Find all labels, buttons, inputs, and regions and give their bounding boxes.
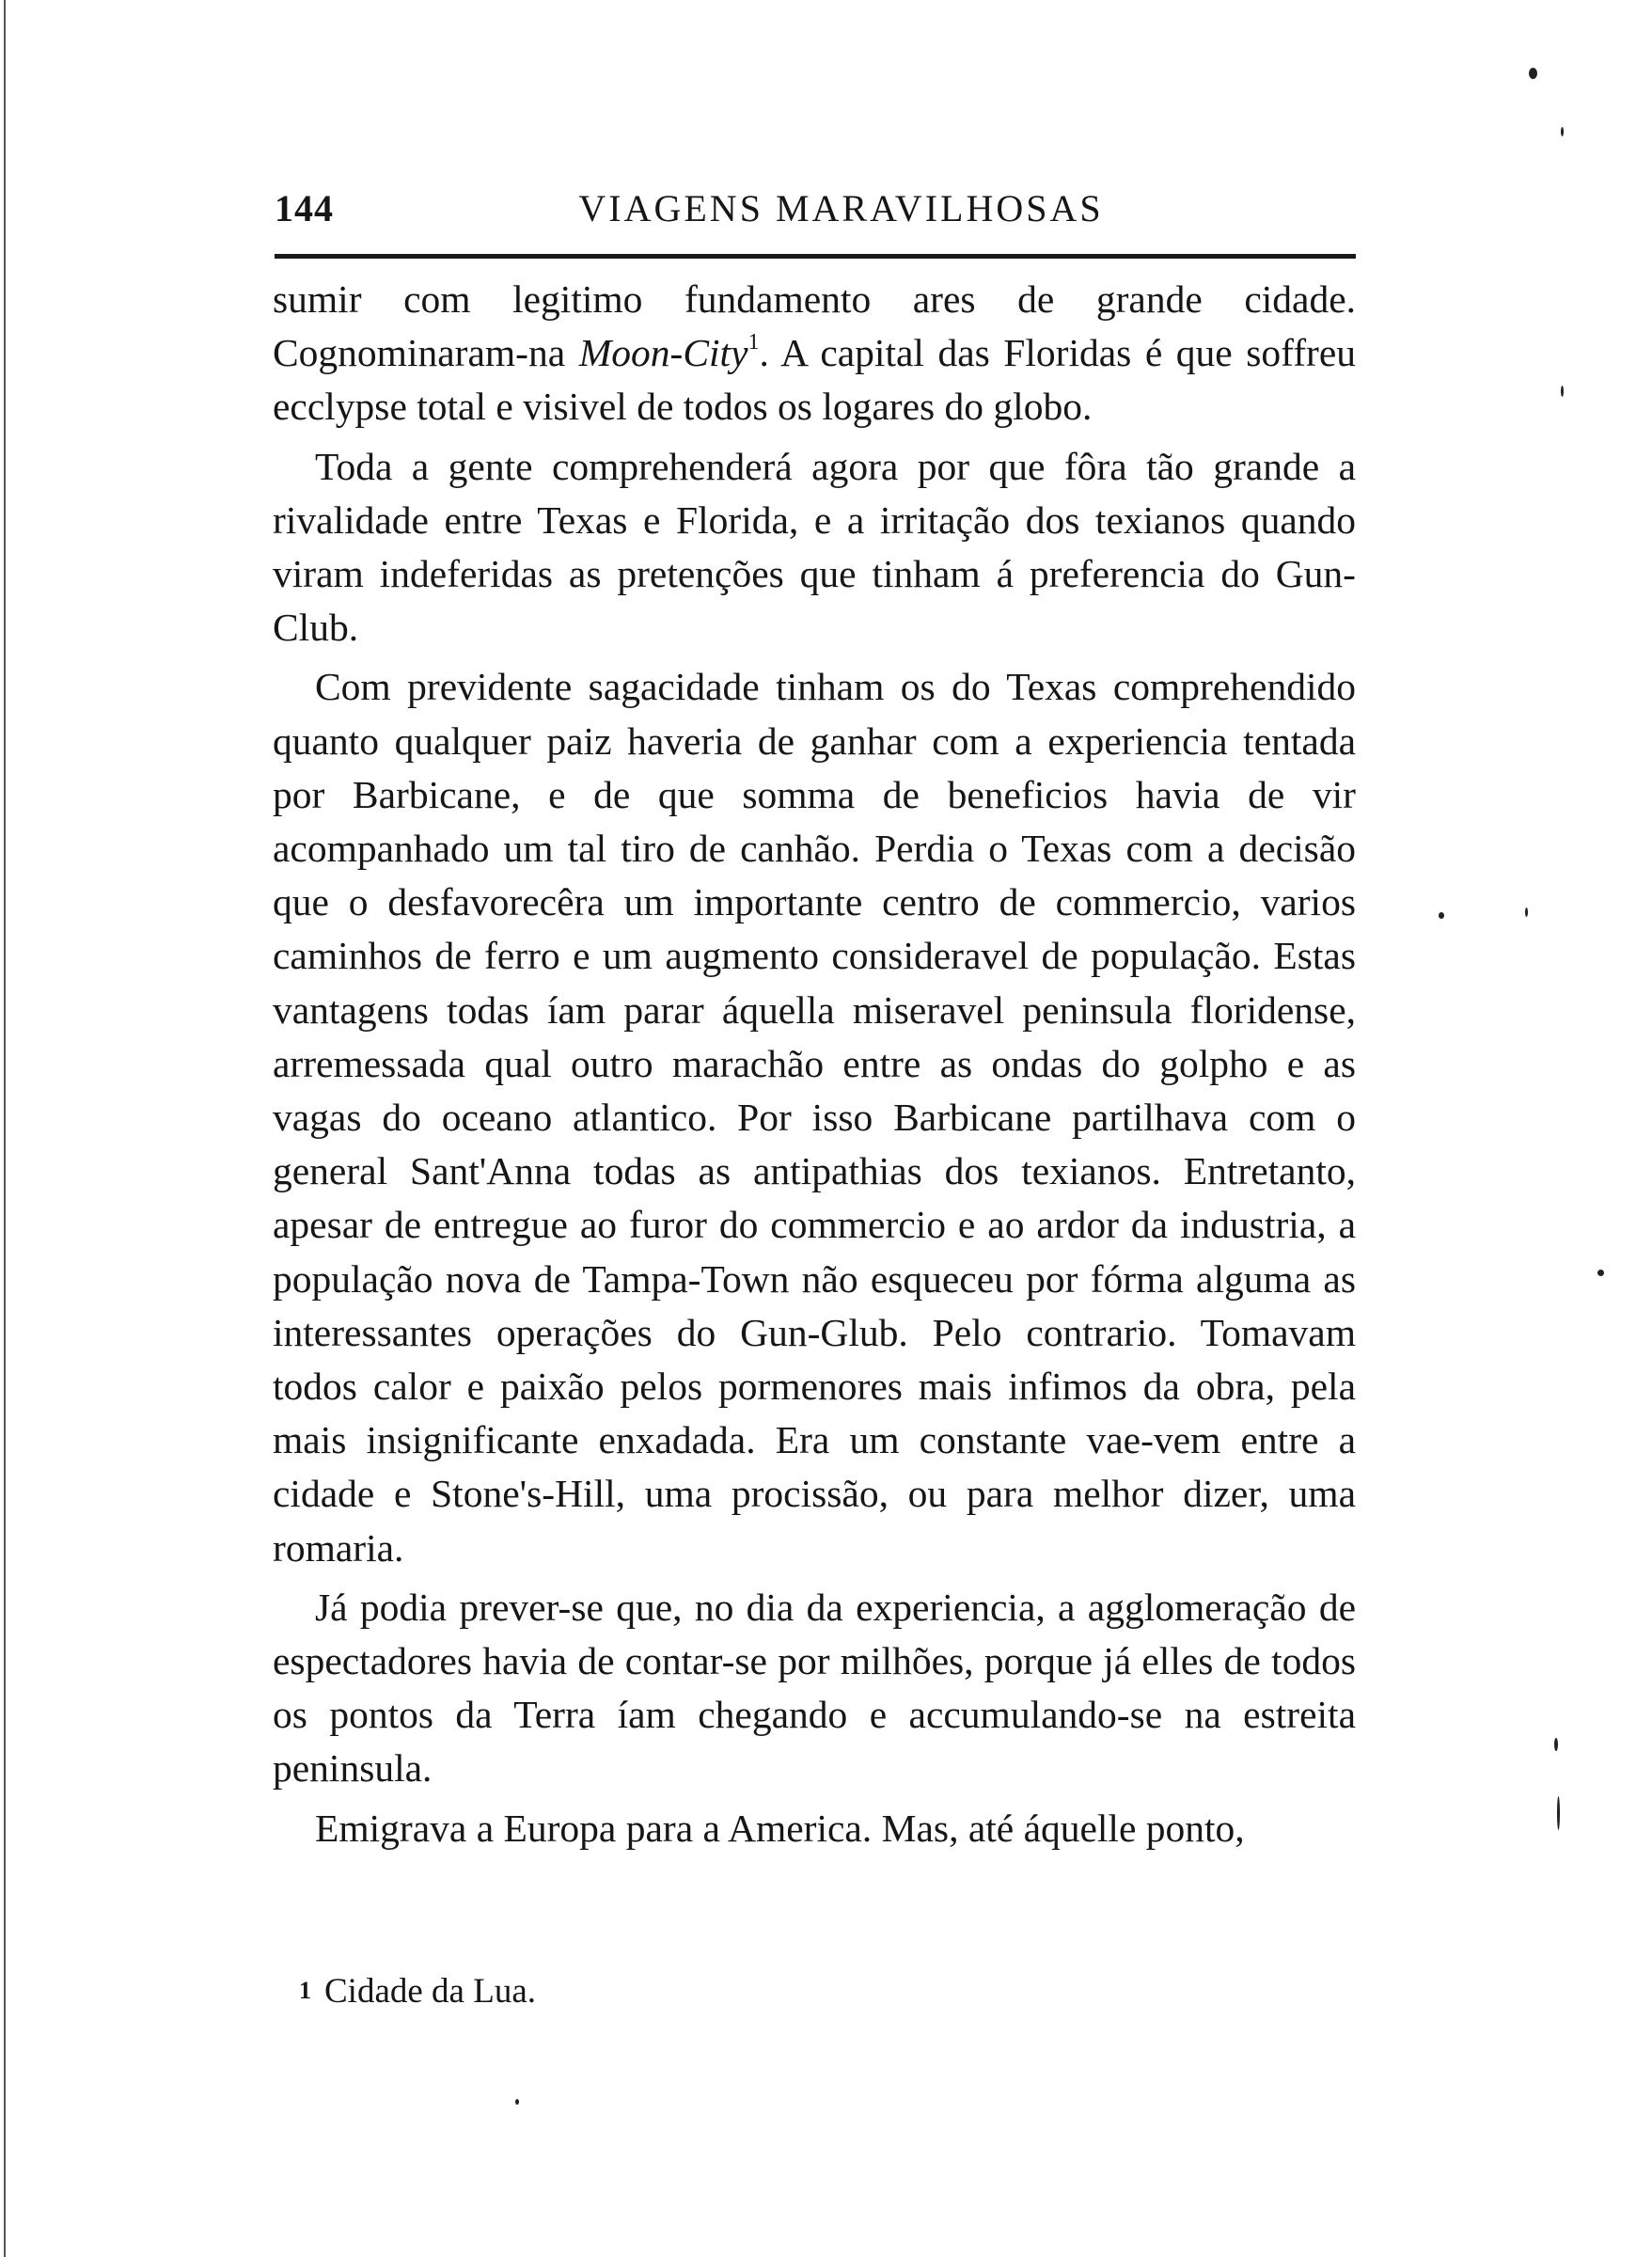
paragraph-1-end: . A capital das Floridas é que soffreu ecclypse total e visivel de todos os logares do globo. <box>273 331 1356 429</box>
scan-speck <box>1561 127 1564 136</box>
scan-speck <box>515 2099 519 2105</box>
paragraph-1-start: sumir com legitimo fundamento ares de grande cidade. Cognominaram-na <box>273 277 1356 375</box>
footnote-text: Cidade da Lua. <box>324 1972 536 2011</box>
paragraph-1 <box>273 273 1356 434</box>
scan-speck <box>1554 1738 1558 1751</box>
running-title: VIAGENS MARAVILHOSAS <box>578 187 1104 229</box>
scan-speck <box>1557 1796 1560 1830</box>
left-binding-edge <box>4 0 6 2257</box>
body-text <box>273 273 1356 1855</box>
scan-speck <box>1529 68 1537 79</box>
scan-speck <box>1439 912 1444 919</box>
moon-city-term: Moon-City <box>578 331 748 375</box>
paragraph-3: Com previdente sagacidade tinham os do Texas comprehendido quanto qualquer paiz haveria de ganhar com a experiencia tentada por Barbicane, e de que somma de beneficios havia de vir acompanhado um tal tiro de canhão. Perdia o Texas com a decisão que o desfavorecêra um importante centro de commercio, varios caminhos de ferro e um augmento consideravel de população. Estas vantagens todas íam parar áquella miseravel peninsula floridense, arremessada qual outro marachão entre as ondas do golpho e as vagas do oceano atlantico. Por isso Barbicane partilhava com o general Sant'Anna todas as antipathias dos texianos. Entretanto, apesar de entregue ao furor do commercio e ao ardor da industria, a população nova de Tampa-Town não esqueceu por fórma alguma as interessantes operações do Gun-Glub. Pelo contrario. Tomavam todos calor e paixão pelos pormenores mais infimos da obra, pela mais insignificante enxadada. Era um constante vae-vem entre a cidade e Stone's-Hill, uma procissão, ou para melhor dizer, uma romaria. <box>273 665 1356 1570</box>
scan-speck <box>1525 908 1528 917</box>
footnote-reference[interactable]: 1 <box>747 330 760 355</box>
footnote <box>299 1968 536 2014</box>
paragraph-2: Toda a gente comprehenderá agora por que fôra tão grande a rivalidade entre Texas e Florida, e a irritação dos texianos quando viram indeferidas as pretenções que tinham á preferencia do Gun-Club. <box>273 444 1356 650</box>
footnote-number: 1 <box>299 1977 311 2004</box>
page-header <box>275 186 1356 243</box>
scan-speck <box>1561 386 1564 397</box>
header-rule <box>275 254 1356 259</box>
paragraph-5: Emigrava a Europa para a America. Mas, até áquelle ponto, <box>315 1806 1245 1850</box>
page-number: 144 <box>275 187 334 229</box>
paragraph-4: Já podia prever-se que, no dia da experiencia, a agglomeração de espectadores havia de contar-se por milhões, porque já elles de todos os pontos da Terra íam chegando e accumulando-se na estreita peninsula. <box>273 1585 1356 1791</box>
scan-speck <box>1597 1270 1604 1276</box>
